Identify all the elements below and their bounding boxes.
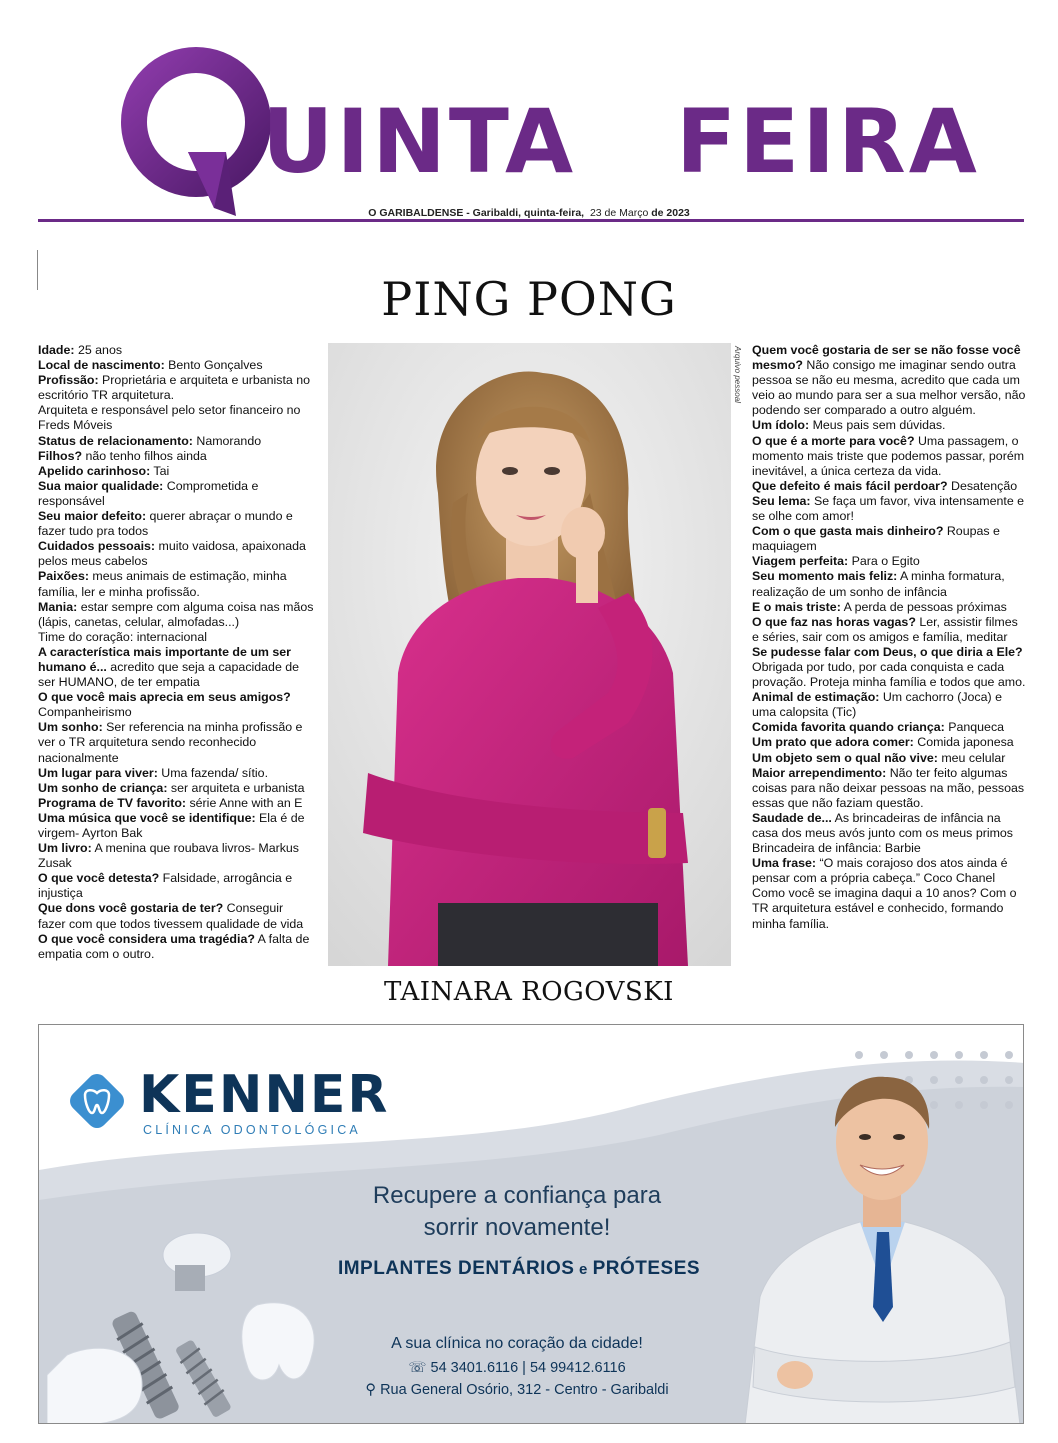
ad-headline-line1: Recupere a confiança para (372, 1182, 662, 1209)
interview-question: Que defeito é mais fácil perdoar? (752, 478, 948, 493)
interview-answer: Bento Gonçalves (164, 358, 263, 373)
section-title: PING PONG (381, 272, 677, 326)
location-pin-icon: ⚲ (365, 1382, 377, 1398)
interview-answer: Para o Egito (848, 554, 920, 569)
interview-answer: série Anne with an E (186, 795, 303, 810)
portrait-illustration (328, 343, 731, 966)
interview-entry (752, 418, 1027, 433)
interview-question: Saudade de... (752, 810, 832, 825)
interview-entry (752, 751, 1027, 766)
interview-entry (752, 479, 1027, 494)
interview-answer: meu celular (937, 750, 1006, 765)
interview-question: Status de relacionamento: (38, 433, 193, 448)
interview-entry (752, 615, 1027, 645)
interview-question: Um sonho: (38, 720, 103, 735)
interview-question: Viagem perfeita: (752, 554, 849, 569)
dentist-portrait (735, 1047, 1024, 1424)
interview-question: Local de nascimento: (38, 358, 165, 373)
interview-question: Seu lema: (752, 493, 811, 508)
interview-question: Programa de TV favorito: (38, 795, 187, 810)
interview-answer: “O mais corajoso dos atos ainda é pensar com a própria cabeça.” Coco Chanel (752, 856, 1008, 886)
interview-question: O que é a morte para você? (752, 433, 915, 448)
interview-entry (38, 690, 314, 720)
dental-implant-illustration (47, 1225, 323, 1424)
interview-entry (752, 886, 1027, 931)
interview-answer: Meus pais sem dúvidas. (809, 418, 946, 433)
interview-entry (38, 766, 314, 781)
interview-answer: Não ter feito algumas coisas para não deixar pessoas na mão, pessoas essas que não faziam questão. (752, 765, 1025, 810)
interview-question: Idade: (38, 343, 75, 357)
interview-answer: Ser referencia na minha profissão e ver o TR arquitetura sendo reconhecido nacionalmente (38, 720, 303, 765)
interview-answer: ser arquiteta e urbanista (167, 780, 305, 795)
masthead (0, 0, 1058, 230)
interview-question: Filhos? (38, 448, 83, 463)
interview-answer: meus animais de estimação, minha família, ler e minha profissão. (38, 569, 287, 599)
interview-answer: estar sempre com alguma coisa nas mãos (lápis, canetas, celular, almofadas...) (38, 599, 314, 629)
interview-question: Um ídolo: (752, 418, 810, 433)
interview-entry (38, 720, 314, 765)
interview-entry (38, 343, 314, 358)
interview-question: Apelido carinhoso: (38, 463, 151, 478)
interview-question: Mania: (38, 599, 78, 614)
tooth-logo-icon (65, 1069, 129, 1133)
ad-phone-numbers: 54 3401.6116 | 54 99412.6116 (430, 1360, 626, 1376)
interview-entry (38, 781, 314, 796)
interview-answer: Time do coração: internacional (38, 629, 207, 644)
interview-entry (38, 373, 314, 403)
interview-answer: acredito que seja a capacidade de ser HUMANO, de ter empatia (38, 659, 300, 690)
interview-entry (38, 841, 314, 871)
interview-entry (38, 539, 314, 569)
interview-entry (752, 841, 1027, 856)
interview-question: O que faz nas horas vagas? (752, 614, 916, 629)
interview-answer: querer abraçar o mundo e fazer tudo pra todos (38, 509, 293, 539)
interview-question: A característica mais importante de um ser humano é... (38, 644, 291, 674)
ad-phones (307, 1360, 727, 1376)
masthead-title-feira: FEIRA (676, 90, 980, 193)
interview-answer: Falsidade, arrogância e injustiça (38, 871, 293, 901)
interview-question: Que dons você gostaria de ter? (38, 901, 224, 916)
interview-question: Sua maior qualidade: (38, 478, 164, 493)
interview-answer: Tai (150, 463, 170, 478)
interview-answer: Proprietária e arquiteta e urbanista no escritório TR arquitetura. (38, 373, 311, 403)
interview-entry (752, 600, 1027, 615)
interview-entry (38, 509, 314, 539)
interview-question: O que você detesta? (38, 871, 160, 886)
interview-answer: A falta de empatia com o outro. (38, 931, 310, 961)
interview-question: E o mais triste: (752, 599, 841, 614)
interview-question: Com o que gasta mais dinheiro? (752, 524, 944, 539)
interview-entry (38, 464, 314, 479)
interview-answer: Comprometida e responsável (38, 478, 259, 508)
interview-entry (38, 434, 314, 449)
interview-entry (38, 630, 314, 645)
interview-entry (752, 735, 1027, 750)
ad-services-end: PRÓTESES (592, 1258, 701, 1279)
ad-address (307, 1382, 727, 1398)
interview-answer: não tenho filhos ainda (82, 448, 207, 463)
kenner-advertisement (38, 1024, 1024, 1424)
interview-question: Uma música que você se identifique: (38, 810, 256, 825)
interview-entry (752, 569, 1027, 599)
interview-answer: Obrigada por tudo, por cada conquista e cada provação. Proteja minha família e todos que amo. (752, 659, 1026, 690)
interview-entry (752, 690, 1027, 720)
interview-question: O que você considera uma tragédia? (38, 931, 255, 946)
interview-entry (752, 434, 1027, 479)
interview-answer: As brincadeiras de infância na casa dos meus avós junto com os meus primos (752, 810, 1014, 840)
interview-answer: A perda de pessoas próximas (840, 599, 1007, 614)
interview-answer: Uma passagem, o momento mais triste que podemos passar, porém inevitável, a única certeza da vida. (752, 433, 1025, 478)
interview-question: Seu maior defeito: (38, 509, 147, 524)
interview-answer: A menina que roubava livros- Markus Zusak (38, 841, 300, 871)
interview-question: Um livro: (38, 841, 92, 856)
interview-question: Uma frase: (752, 856, 817, 871)
dateline-prefix: O GARIBALDENSE - Garibaldi, quinta-feira, (368, 207, 585, 219)
interview-entry (38, 901, 314, 931)
ad-tagline: A sua clínica no coração da cidade! (391, 1335, 643, 1352)
interview-answer: Ela é de virgem- Ayrton Bak (38, 810, 305, 840)
interview-answer: Namorando (192, 433, 262, 448)
ad-services (289, 1258, 749, 1280)
interview-answer: Companheirismo (38, 705, 132, 720)
interview-entry (38, 645, 314, 690)
interview-question: Paixões: (38, 569, 89, 584)
photo-credit: Arquivo pessoal (733, 346, 742, 403)
interview-entry (752, 856, 1027, 886)
interview-entry (38, 871, 314, 901)
interview-answer: Não consigo me imaginar sendo outra pessoa se não eu mesma, acredito que cada um veio ao mundo para ser a sua melhor versão, não podendo ser comparado a outro alguém. (752, 358, 1026, 418)
interview-entry (38, 479, 314, 509)
interview-question: Um prato que adora comer: (752, 735, 914, 750)
ad-address-text: Rua General Osório, 312 - Centro - Garibaldi (380, 1382, 669, 1398)
interview-left-column (38, 343, 314, 962)
interview-answer: Brincadeira de infância: Barbie (752, 841, 921, 856)
interview-answer: Se faça um favor, viva intensamente e se olhe com amor! (752, 493, 1025, 524)
interview-answer: Arquiteta e responsável pelo setor financeiro no Freds Móveis (38, 403, 301, 433)
interview-answer: Roupas e maquiagem (752, 524, 1000, 554)
interview-entry (38, 600, 314, 630)
interview-question: Cuidados pessoais: (38, 539, 156, 554)
interview-right-column (752, 343, 1027, 932)
interviewee-name: TAINARA ROGOVSKI (384, 977, 674, 1007)
interview-answer: Uma fazenda/ sítio. (157, 765, 269, 780)
interview-answer: 25 anos (74, 343, 123, 357)
interview-entry (38, 449, 314, 464)
interview-question: Um sonho de criança: (38, 780, 168, 795)
interview-question: Seu momento mais feliz: (752, 569, 898, 584)
interview-answer: muito vaidosa, apaixonada pelos meus cabelos (38, 539, 306, 569)
ad-brand-subtitle: CLÍNICA ODONTOLÓGICA (143, 1123, 361, 1137)
masthead-rule (38, 219, 1024, 222)
interview-question: Um objeto sem o qual não vive: (752, 750, 938, 765)
interview-entry (752, 811, 1027, 841)
ad-brand: KENNER (139, 1065, 390, 1125)
interview-answer: Panqueca (944, 720, 1005, 735)
masthead-title-uinta: UINTA (262, 90, 577, 193)
interview-entry (38, 358, 314, 373)
interview-question: Animal de estimação: (752, 690, 880, 705)
interview-entry (38, 796, 314, 811)
dateline-year: de 2023 (651, 207, 690, 219)
interview-entry (38, 403, 314, 433)
interview-answer: Como você se imagina daqui a 10 anos? Com o TR arquitetura estável e conhecido, formando minha família. (752, 886, 1017, 931)
interview-answer: A minha formatura, realização de um sonho de infância (752, 569, 1005, 599)
interview-question: Um lugar para viver: (38, 765, 158, 780)
interview-entry (38, 932, 314, 962)
interview-question: Quem você gostaria de ser se não fosse você mesmo? (752, 343, 1021, 373)
interview-entry (752, 554, 1027, 569)
portrait-photo (328, 343, 731, 966)
interview-entry (752, 720, 1027, 735)
interview-question: Comida favorita quando criança: (752, 720, 945, 735)
interview-question: O que você mais aprecia em seus amigos? (38, 690, 291, 705)
interview-answer: Comida japonesa (913, 735, 1014, 750)
interview-question: Profissão: (38, 373, 99, 388)
phone-icon: ☏ (408, 1360, 427, 1376)
interview-question: Maior arrependimento: (752, 765, 887, 780)
interview-entry (38, 569, 314, 599)
interview-answer: Um cachorro (Joca) e uma calopsita (Tic) (752, 690, 1002, 720)
interview-entry (752, 494, 1027, 524)
ad-services-main: IMPLANTES DENTÁRIOS (337, 1258, 575, 1279)
dateline (0, 207, 1058, 219)
interview-entry (752, 343, 1027, 418)
interview-entry (38, 811, 314, 841)
interview-answer: Conseguir fazer com que todos tivessem qualidade de vida (38, 901, 304, 931)
interview-answer: Desatenção (947, 478, 1018, 493)
interview-entry (752, 766, 1027, 811)
interview-entry (752, 524, 1027, 554)
ad-services-joiner: e (574, 1261, 593, 1278)
interview-question: Se pudesse falar com Deus, o que diria a Ele? (752, 644, 1023, 659)
ad-headline-line2: sorrir novamente! (423, 1214, 611, 1241)
interview-entry (752, 645, 1027, 690)
interview-answer: Ler, assistir filmes e séries, sair com os amigos e família, meditar (752, 614, 1018, 644)
dateline-date: 23 de Março (589, 207, 649, 219)
